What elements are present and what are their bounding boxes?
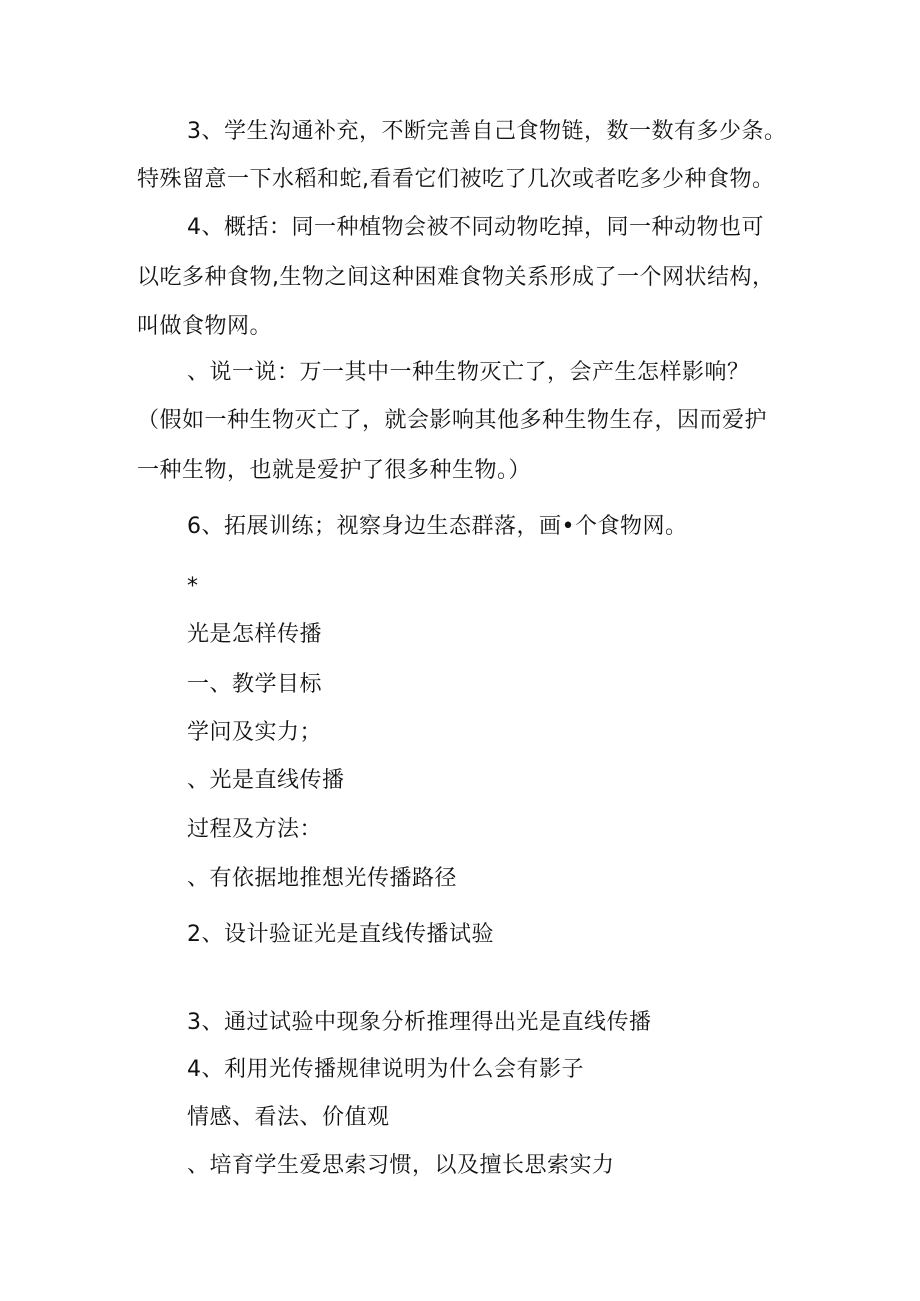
paragraph-line: 特殊留意一下水稻和蛇,看看它们被吃了几次或者吃多少种食物。 (137, 167, 775, 192)
list-item: 、光是直线传播 (187, 768, 345, 793)
section-heading: 一、教学目标 (187, 672, 323, 697)
list-item: 4、利用光传播规律说明为什么会有影子 (187, 1057, 584, 1082)
paragraph-line: 、说一说：万一其中一种生物灭亡了，会产生怎样影响？ (187, 360, 750, 385)
paragraph-line: 一种生物，也就是爱护了很多种生物。） (137, 458, 532, 483)
list-item: 3、通过试验中现象分析推理得出光是直线传播 (187, 1010, 652, 1035)
list-item: 、培育学生爱思索习惯，以及擅长思索实力 (187, 1153, 615, 1178)
subsection-heading: 情感、看法、价值观 (187, 1105, 390, 1130)
section-separator: * (187, 574, 199, 599)
list-item: 、有依据地推想光传播路径 (187, 866, 458, 891)
lesson-title: 光是怎样传播 (187, 622, 323, 647)
paragraph-line: 以吃多种食物,生物之间这种困难食物关系形成了一个网状结构， (137, 265, 775, 290)
paragraph-line: 叫做食物网。 (137, 314, 273, 339)
paragraph-line: 3、学生沟通补充，不断完善自己食物链，数一数有多少条。 (187, 119, 787, 144)
paragraph-line: 4、概括：同一种植物会被不同动物吃掉，同一种动物也可 (187, 215, 764, 240)
subsection-heading: 过程及方法： (187, 817, 323, 842)
subsection-heading: 学问及实力； (187, 720, 323, 745)
list-item: 2、设计验证光是直线传播试验 (187, 922, 494, 947)
paragraph-line: （假如一种生物灭亡了，就会影响其他多种生物生存，因而爱护 (137, 408, 768, 433)
paragraph-line: 6、拓展训练；视察身边生态群落，画•个食物网。 (187, 514, 688, 539)
